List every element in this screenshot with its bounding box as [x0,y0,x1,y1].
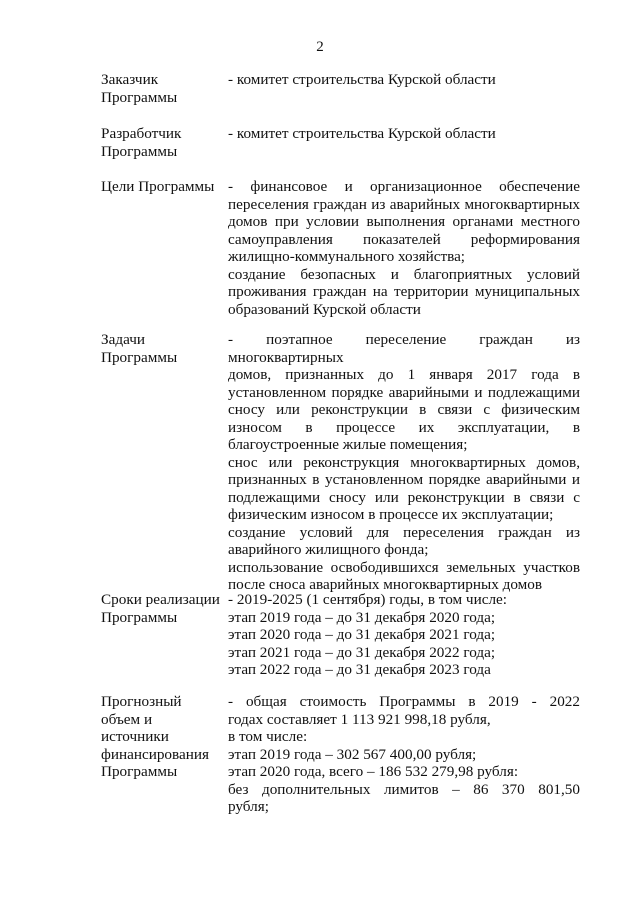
content-line: этап 2019 года – 302 567 400,00 рубля; [228,745,477,763]
content-line: аварийного жилищного фонда; [228,541,429,558]
content-line: создание безопасных и благоприятных условий [228,265,580,283]
content-line: проживания граждан на территории муниципальных [228,283,580,300]
content-line: домов, признанных до 1 января 2017 года в [228,366,580,383]
content-line: самоуправления показателей реформирования [228,230,580,248]
content-line: после сноса аварийных многоквартирных домов [228,576,543,593]
content-line: использование освободившихся земельных участков [228,558,580,576]
section-content [228,71,580,89]
section-content [228,591,580,679]
content-line: физическим износом в процессе их эксплуатации; [228,506,554,523]
content-line: домов при условии выполнения органами местного [228,213,580,230]
label-line: Программы [101,142,178,160]
content-line: этап 2021 года – до 31 декабря 2022 года; [228,643,496,661]
content-line: образований Курской области [228,300,421,318]
content-line: жилищно-коммунального хозяйства; [228,248,466,265]
content-line: - 2019-2025 (1 сентября) годы, в том числе: [228,591,507,608]
section-content [228,331,580,594]
content-line: снос или реконструкция многоквартирных домов, [228,453,580,471]
label-line: Программы [101,763,178,780]
content-line: рубля; [228,798,269,815]
content-line: - поэтапное переселение граждан из многоквартирных [228,331,580,366]
content-line: износом в процессе их эксплуатации, в [228,418,580,436]
label-line: источники [101,728,169,745]
content-line: этап 2020 года, всего – 186 532 279,98 рубля: [228,763,519,780]
content-line: - финансовое и организационное обеспечение [228,178,580,195]
label-line: Программы [101,348,178,366]
label-line: Программы [101,608,178,626]
section-label [101,178,223,196]
section-content [228,693,580,816]
content-line: - комитет строительства Курской области [228,125,496,142]
content-line: переселения граждан из аварийных многоквартирных [228,195,580,213]
content-line: этап 2020 года – до 31 декабря 2021 года; [228,626,496,643]
section-label [101,331,223,366]
content-line: создание условий для переселения граждан из [228,523,580,541]
content-line: без дополнительных лимитов – 86 370 801,50 [228,780,580,798]
content-line: годах составляет 1 113 921 998,18 рубля, [228,710,491,728]
content-line: благоустроенные жилые помещения; [228,436,468,453]
section-content [228,125,580,143]
content-line: подлежащими сносу или реконструкции в связи с [228,488,580,506]
section-label [101,693,223,781]
label-line: Программы [101,88,178,106]
section-label [101,125,223,160]
section-content [228,178,580,318]
page-number: 2 [316,39,324,55]
label-line: Заказчик [101,71,159,88]
label-line: Разработчик [101,125,182,142]
content-line: этап 2022 года – до 31 декабря 2023 года [228,661,491,678]
label-line: Сроки реализации [101,591,220,608]
content-line: - общая стоимость Программы в 2019 - 2022 [228,693,580,710]
content-line: установленном порядке аварийными и подлежащими [228,383,580,401]
content-line: - комитет строительства Курской области [228,71,496,88]
section-label [101,71,223,106]
content-line: этап 2019 года – до 31 декабря 2020 года; [228,608,496,626]
label-line: финансирования [101,745,209,763]
content-line: сносу или реконструкции в связи с физическим [228,401,580,418]
content-line: признанных в установленном порядке аварийными и [228,471,580,488]
label-line: Прогнозный [101,693,182,710]
label-line: Цели Программы [101,178,215,195]
content-line: в том числе: [228,728,308,745]
label-line: Задачи [101,331,145,348]
section-label [101,591,223,626]
label-line: объем и [101,710,153,728]
